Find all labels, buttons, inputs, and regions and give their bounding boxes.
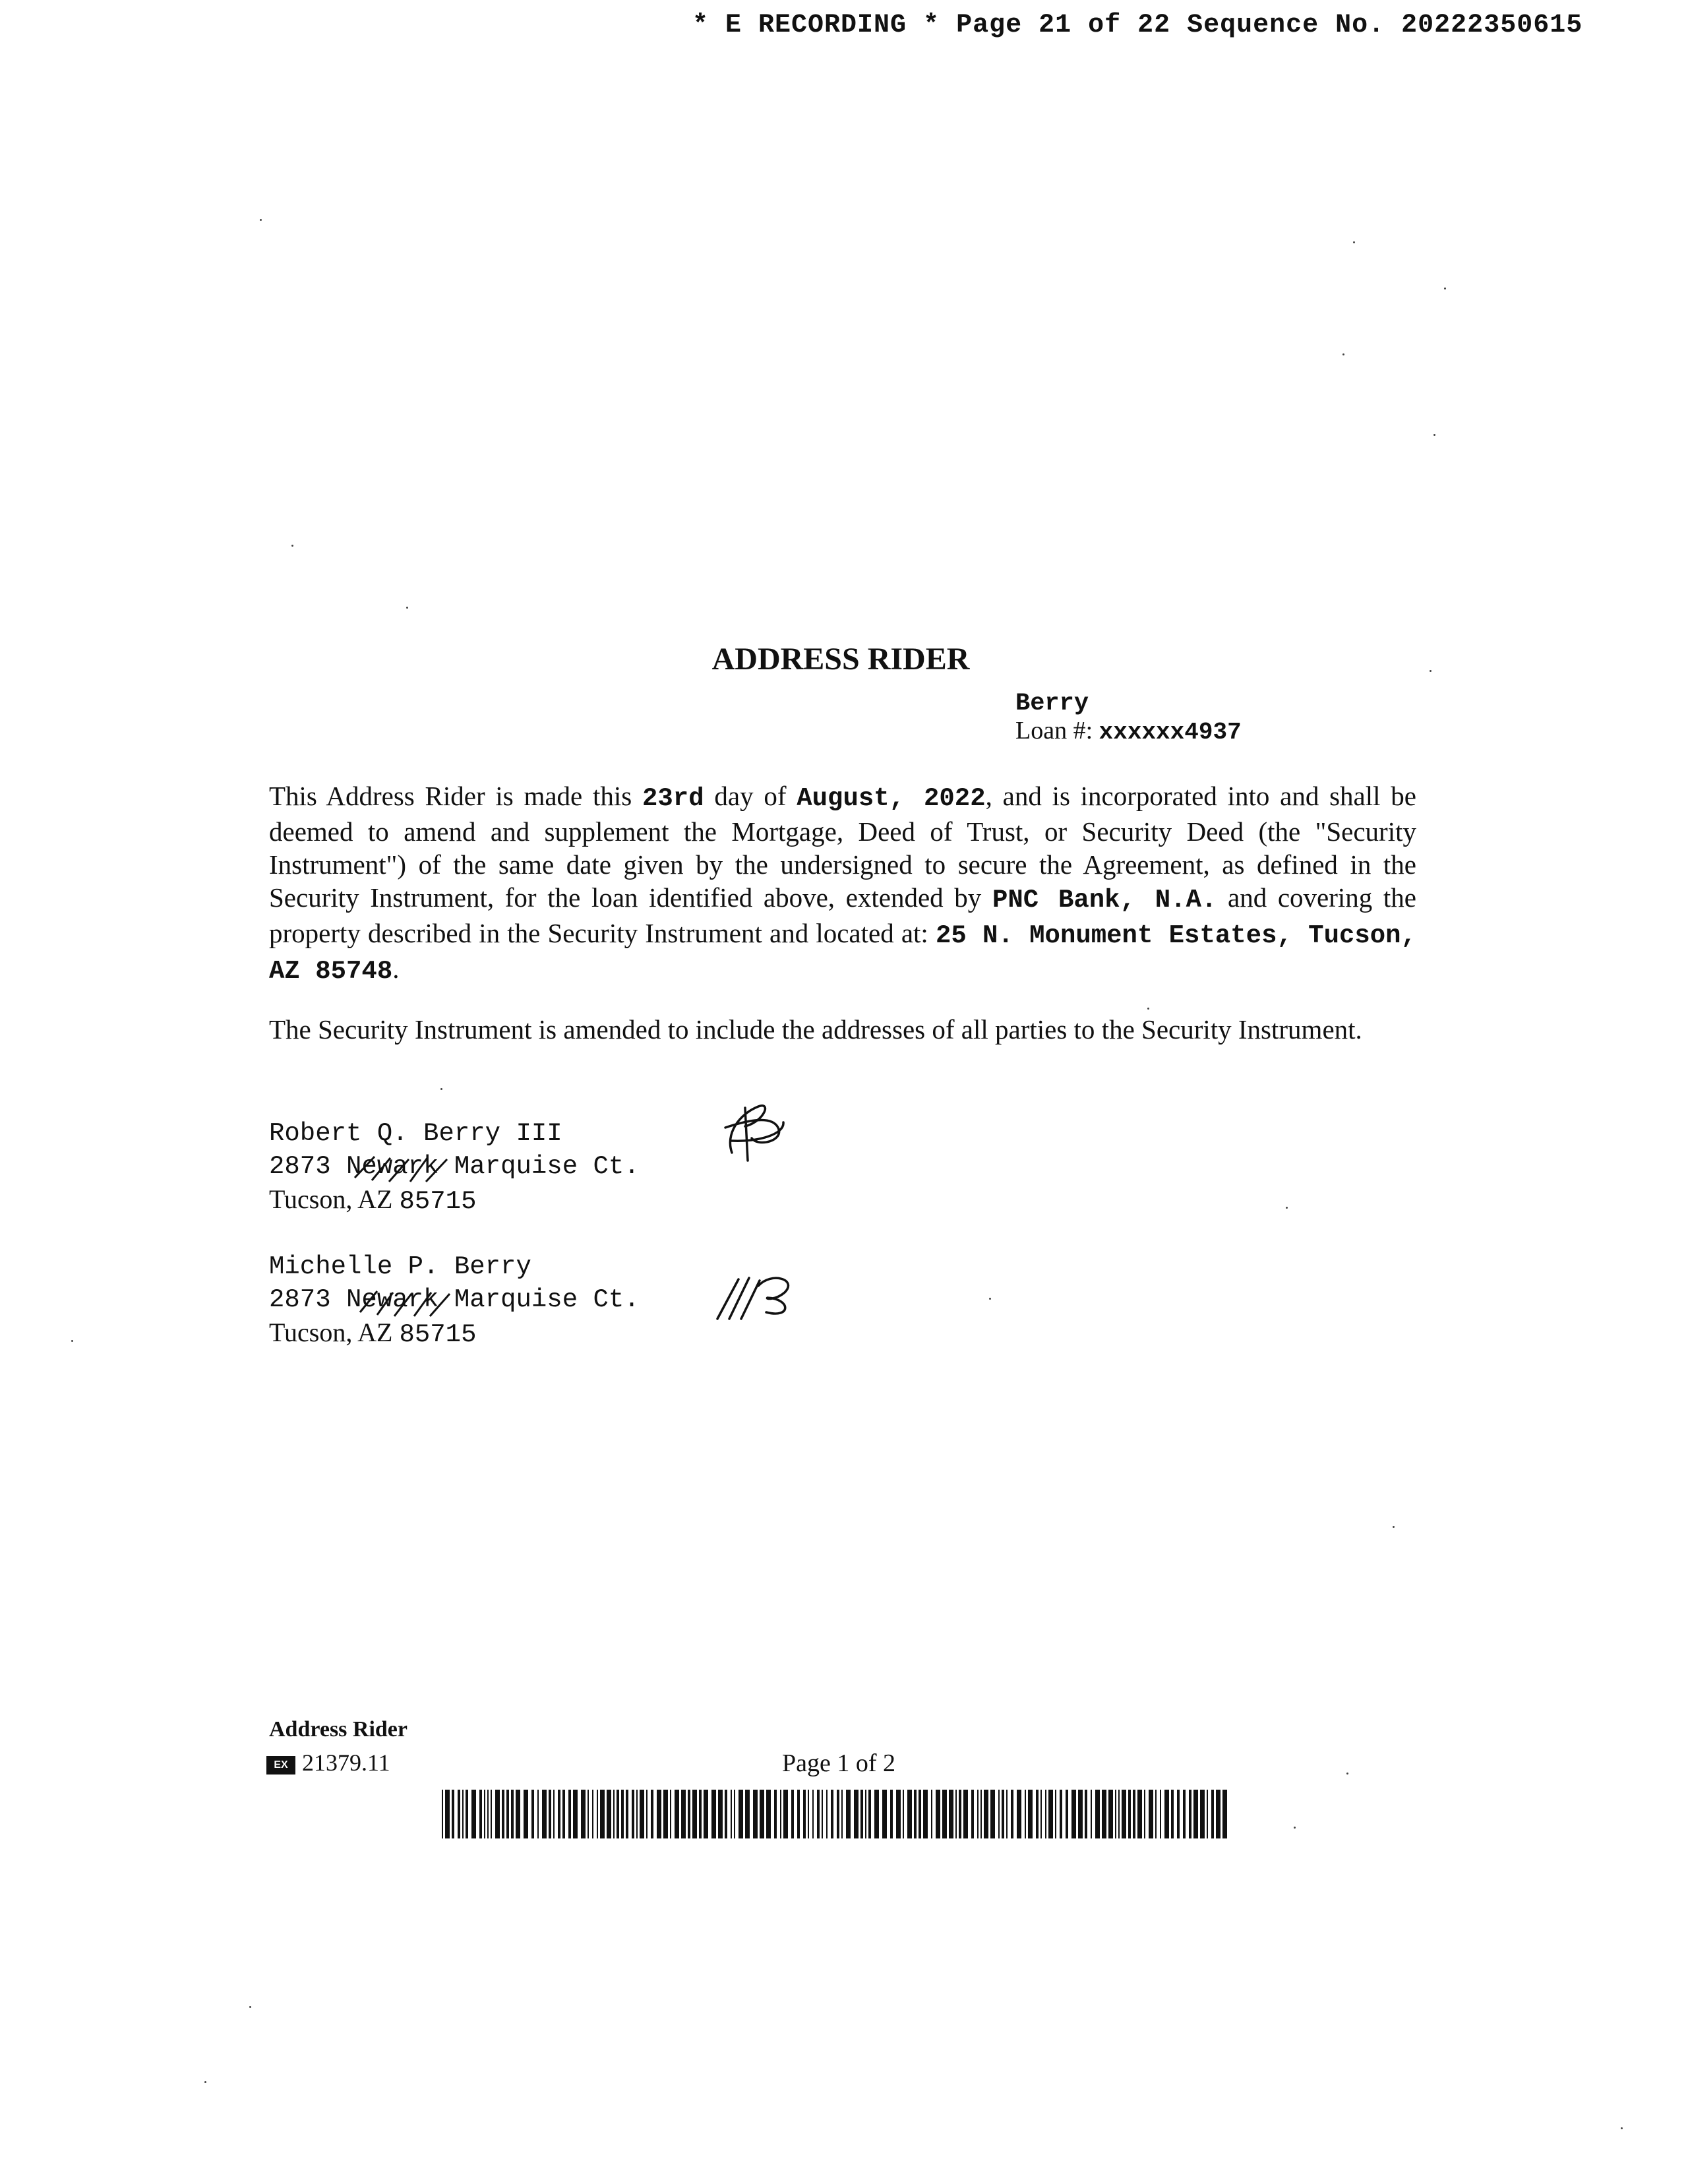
barcode-bar (549, 1790, 551, 1838)
barcode-bar (1200, 1790, 1205, 1838)
barcode-bar (1193, 1790, 1198, 1838)
barcode-bar (1183, 1790, 1186, 1838)
signature-robert (706, 1095, 798, 1167)
barcode-bar (1036, 1790, 1039, 1838)
barcode-bar (1017, 1790, 1021, 1838)
footer-form-title: Address Rider (269, 1717, 407, 1742)
barcode-bar (896, 1790, 901, 1838)
barcode-bar (949, 1790, 953, 1838)
barcode-bar (537, 1790, 539, 1838)
barcode-bar (738, 1790, 743, 1838)
barcode-bar (600, 1790, 605, 1838)
barcode-bar (942, 1790, 947, 1838)
barcode-bar (1207, 1790, 1208, 1838)
scan-speck (291, 545, 293, 547)
barcode-bar (613, 1790, 615, 1838)
barcode-bar (607, 1790, 611, 1838)
barcode-bar (865, 1790, 866, 1838)
barcode-bar (1011, 1790, 1013, 1838)
barcode-bar (998, 1790, 1000, 1838)
barcode-bar (923, 1790, 928, 1838)
borrower-name: Berry (1015, 690, 1089, 717)
barcode-bar (1216, 1790, 1221, 1838)
p1-text-1: This Address Rider is made this (269, 781, 642, 811)
p1-text-2: day of (704, 781, 797, 811)
barcode-bar (1028, 1790, 1033, 1838)
barcode-bar (1025, 1790, 1026, 1838)
barcode-bar (753, 1790, 758, 1838)
scan-speck (1430, 670, 1432, 672)
city-state: Tucson, AZ (269, 1318, 400, 1347)
barcode-image (442, 1790, 1233, 1838)
loan-line (1015, 716, 1242, 746)
barcode-bar (734, 1790, 735, 1838)
barcode-bar (791, 1790, 794, 1838)
barcode-bar (592, 1790, 593, 1838)
zip-code: 85715 (399, 1320, 477, 1349)
barcode-bar (1171, 1790, 1174, 1838)
barcode-bar (783, 1790, 788, 1838)
barcode-bar (860, 1790, 863, 1838)
barcode-bar (699, 1790, 702, 1838)
barcode-bar (479, 1790, 482, 1838)
scan-speck (440, 1088, 442, 1090)
street-rest: Marquise Ct. (438, 1285, 640, 1314)
scan-speck (1346, 1773, 1348, 1774)
barcode-bar (1144, 1790, 1145, 1838)
barcode-bar (511, 1790, 514, 1838)
barcode-bar (826, 1790, 828, 1838)
barcode-bar (617, 1790, 619, 1838)
rider-day: 23rd (642, 784, 704, 813)
barcode-bar (491, 1790, 492, 1838)
barcode-bar (1071, 1790, 1076, 1838)
barcode-bar (808, 1790, 809, 1838)
barcode-bar (640, 1790, 644, 1838)
barcode-bar (903, 1790, 904, 1838)
barcode-bar (963, 1790, 968, 1838)
barcode-bar (831, 1790, 833, 1838)
barcode-bar (651, 1790, 653, 1838)
barcode-bar (1164, 1790, 1169, 1838)
barcode-bar (1137, 1790, 1142, 1838)
party-name: Robert Q. Berry III (269, 1119, 562, 1148)
barcode-bar (1045, 1790, 1046, 1838)
rider-date: August, 2022 (797, 784, 986, 813)
barcode-bar (1066, 1790, 1068, 1838)
barcode-bar (936, 1790, 940, 1838)
rider-paragraph-1 (269, 779, 1416, 988)
barcode-bar (1211, 1790, 1214, 1838)
barcode-bar (452, 1790, 454, 1838)
property-address: 25 N. Monument Estates, Tucson, AZ 85748 (269, 921, 1416, 986)
barcode-bar (558, 1790, 560, 1838)
barcode-bar (562, 1790, 565, 1838)
barcode-bar (1040, 1790, 1042, 1838)
scan-speck (1353, 241, 1355, 243)
barcode-bar (681, 1790, 686, 1838)
scan-speck (249, 2006, 251, 2008)
barcode-bar (692, 1790, 697, 1838)
barcode-bar (1055, 1790, 1056, 1838)
barcode-bar (984, 1790, 988, 1838)
barcode-bar (621, 1790, 624, 1838)
barcode-bar (704, 1790, 708, 1838)
barcode-bar (568, 1790, 571, 1838)
barcode-bar (1060, 1790, 1062, 1838)
barcode-bar (1115, 1790, 1116, 1838)
street-number: 2873 (269, 1152, 347, 1181)
barcode-bar (531, 1790, 534, 1838)
barcode-bar (646, 1790, 648, 1838)
barcode-bar (1222, 1790, 1227, 1838)
barcode-bar (919, 1790, 921, 1838)
scan-speck (1286, 1207, 1288, 1209)
barcode-bar (1108, 1790, 1113, 1838)
barcode-bar (626, 1790, 628, 1838)
scan-speck (71, 1340, 73, 1342)
barcode-bar (1095, 1790, 1100, 1838)
zip-code: 85715 (399, 1187, 477, 1216)
barcode-bar (657, 1790, 661, 1838)
barcode-bar (688, 1790, 690, 1838)
rider-paragraph-2: The Security Instrument is amended to include the addresses of all parties to the Security Instrument. (269, 1014, 1362, 1045)
barcode-bar (487, 1790, 489, 1838)
barcode-bar (506, 1790, 509, 1838)
barcode-bar (990, 1790, 995, 1838)
lender-name: PNC Bank, N.A. (992, 886, 1217, 915)
scan-speck (406, 607, 408, 609)
form-badge-icon: EX (266, 1756, 295, 1774)
barcode-bar (1177, 1790, 1180, 1838)
barcode-bar (868, 1790, 871, 1838)
barcode-bar (1149, 1790, 1153, 1838)
barcode-bar (553, 1790, 555, 1838)
barcode-bar (524, 1790, 528, 1838)
p1-end: . (392, 954, 400, 984)
loan-number: xxxxxx4937 (1099, 719, 1242, 746)
barcode-bar (766, 1790, 771, 1838)
street-rest: Marquise Ct. (438, 1152, 640, 1181)
street-number: 2873 (269, 1285, 347, 1314)
barcode-bar (955, 1790, 957, 1838)
scan-speck (989, 1298, 991, 1300)
barcode-bar (822, 1790, 823, 1838)
barcode-bar (745, 1790, 750, 1838)
city-state: Tucson, AZ (269, 1184, 400, 1214)
struck-street-name: Newark (346, 1152, 439, 1181)
document-title-text: ADDRESS RIDER (711, 642, 970, 677)
scan-speck (1621, 2127, 1623, 2129)
barcode-bar (466, 1790, 468, 1838)
struck-street-name: Newark (346, 1285, 439, 1314)
barcode-bar (1091, 1790, 1092, 1838)
barcode-bar (780, 1790, 781, 1838)
barcode-bar (1002, 1790, 1004, 1838)
barcode-bar (797, 1790, 800, 1838)
barcode-bar (588, 1790, 589, 1838)
recording-header: * E RECORDING * Page 21 of 22 Sequence No. 20222350615 (692, 11, 1583, 40)
barcode-bar (874, 1790, 879, 1838)
barcode-bar (636, 1790, 638, 1838)
barcode-bar (971, 1790, 974, 1838)
barcode-bar (817, 1790, 820, 1838)
barcode-bar (882, 1790, 887, 1838)
barcode-bar (914, 1790, 917, 1838)
barcode-bar (484, 1790, 485, 1838)
party-name: Michelle P. Berry (269, 1252, 531, 1281)
barcode-bar (907, 1790, 912, 1838)
barcode-bar (1189, 1790, 1191, 1838)
barcode-bar (812, 1790, 814, 1838)
barcode-bar (731, 1790, 732, 1838)
barcode-bar (803, 1790, 806, 1838)
barcode-bar (760, 1790, 764, 1838)
barcode-bar (1122, 1790, 1126, 1838)
barcode-bar (774, 1790, 777, 1838)
barcode-bar (462, 1790, 464, 1838)
p1-text-3: , and is incorporated into and shall be deemed to amend and supplement the Mortgage, Deed of Trust, or Security Deed (the "Security Instrument") of the same date given by the undersigned to secure the Agreement, as defined in the Security Instrument, for the loan identified above, extended by (269, 781, 1416, 913)
strikethrough-mark-2 (353, 1286, 466, 1323)
barcode-bar (1006, 1790, 1008, 1838)
barcode-bar (841, 1790, 843, 1838)
barcode-bar (597, 1790, 598, 1838)
barcode-bar (1155, 1790, 1157, 1838)
form-code: 21379.11 (302, 1749, 390, 1776)
barcode-bar (573, 1790, 578, 1838)
scan-speck (1444, 288, 1446, 289)
barcode-bar (846, 1790, 851, 1838)
scan-speck (1294, 1827, 1296, 1829)
p1-text-4: and covering the property described in the Security Instrument and located at: (269, 882, 1416, 948)
barcode-bar (581, 1790, 586, 1838)
loan-label: Loan #: (1015, 717, 1093, 744)
scan-speck (1342, 353, 1344, 355)
scan-speck (1147, 1008, 1149, 1010)
signature-michelle (712, 1266, 804, 1325)
barcode-bar (502, 1790, 504, 1838)
barcode-bar (1048, 1790, 1053, 1838)
strikethrough-mark-1 (348, 1151, 460, 1188)
barcode-bar (445, 1790, 450, 1838)
barcode-bar (442, 1790, 443, 1838)
document-title (0, 641, 1688, 677)
barcode-bar (718, 1790, 723, 1838)
footer-form-code (266, 1749, 390, 1776)
barcode-bar (1102, 1790, 1106, 1838)
barcode-bar (542, 1790, 547, 1838)
scan-speck (1433, 434, 1435, 436)
barcode-bar (663, 1790, 668, 1838)
barcode-bar (1078, 1790, 1083, 1838)
barcode-bar (1133, 1790, 1135, 1838)
scan-speck (260, 219, 262, 221)
barcode-bar (837, 1790, 839, 1838)
barcode-bar (854, 1790, 859, 1838)
barcode-bar (670, 1790, 671, 1838)
barcode-bar (977, 1790, 979, 1838)
barcode-bar (495, 1790, 500, 1838)
barcode-bar (931, 1790, 932, 1838)
barcode-bar (1128, 1790, 1131, 1838)
barcode-bar (1085, 1790, 1087, 1838)
page-indicator: Page 1 of 2 (782, 1749, 896, 1777)
barcode-bar (675, 1790, 679, 1838)
barcode-bar (980, 1790, 982, 1838)
barcode-bar (471, 1790, 476, 1838)
barcode-bar (725, 1790, 727, 1838)
barcode-bar (458, 1790, 460, 1838)
barcode-bar (1118, 1790, 1120, 1838)
barcode-bar (632, 1790, 634, 1838)
barcode-bar (959, 1790, 961, 1838)
barcode-bar (890, 1790, 893, 1838)
scan-speck (1393, 1526, 1395, 1528)
barcode-bar (711, 1790, 716, 1838)
scan-speck (204, 2081, 206, 2083)
barcode-bar (1160, 1790, 1161, 1838)
barcode-bar (516, 1790, 520, 1838)
